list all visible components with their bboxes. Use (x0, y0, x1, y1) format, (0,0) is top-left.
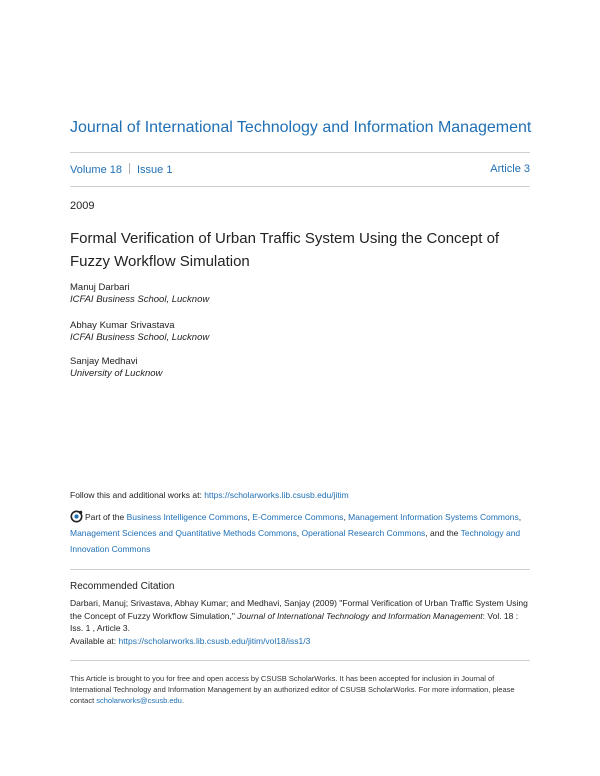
citation-volume: : Vol. 18 : Iss. 1 , Article 3. (70, 610, 519, 633)
author-affiliation: ICFAI Business School, Lucknow (70, 294, 210, 305)
commons-link-e-commerce[interactable]: E-Commerce Commons (252, 512, 344, 522)
divider-footer (70, 660, 530, 661)
part-of-commons (70, 509, 532, 557)
commons-link-mis[interactable]: Management Information Systems Commons (348, 512, 519, 522)
commons-link-operational-research[interactable]: Operational Research Commons (301, 528, 426, 538)
access-notice (70, 673, 532, 706)
author-name: Abhay Kumar Srivastava (70, 320, 175, 331)
issue-separator (129, 163, 130, 174)
author-name: Manuj Darbari (70, 282, 130, 293)
contact-email-link[interactable]: scholarworks@csusb.edu (96, 696, 182, 705)
commons-link-management-sciences[interactable]: Management Sciences and Quantitative Methods Commons (70, 528, 297, 538)
commons-separator: , (343, 512, 349, 522)
author-block (70, 356, 162, 380)
issue-link[interactable]: Issue 1 (136, 164, 173, 176)
author-block (70, 282, 209, 306)
author-name: Sanjay Medhavi (70, 356, 138, 367)
follow-line (70, 490, 349, 500)
author-affiliation: ICFAI Business School, Lucknow (70, 332, 210, 343)
commons-separator: , (518, 512, 522, 522)
recommended-citation-body (70, 597, 532, 647)
follow-prefix: Follow this and additional works at: (70, 490, 205, 500)
divider-issue (70, 186, 530, 187)
access-notice-end: . (181, 696, 184, 705)
citation-journal: Journal of International Technology and Information Management (237, 610, 483, 621)
author-block (70, 320, 209, 344)
author-affiliation: University of Lucknow (70, 368, 163, 379)
divider-citation (70, 569, 530, 570)
citation-text: Darbari, Manuj; Srivastava, Abhay Kumar; and Medhavi, Sanjay (2009) "Formal Verification of Urban Traffic System Using the Concept of Fuzzy Workflow Simulation," (70, 598, 528, 621)
commons-link-business-intelligence[interactable]: Business Intelligence Commons (126, 512, 248, 522)
commons-link-technology-innovation[interactable]: Technology and Innovation Commons (70, 528, 521, 554)
article-link[interactable]: Article 3 (490, 163, 530, 175)
publication-year: 2009 (70, 200, 95, 212)
available-prefix: Available at: (70, 635, 119, 646)
commons-network-icon (70, 510, 83, 523)
follow-url-link[interactable]: https://scholarworks.lib.csusb.edu/jitim (204, 490, 349, 500)
recommended-citation-heading: Recommended Citation (70, 581, 175, 592)
commons-and: , and the (425, 528, 461, 538)
access-notice-text: This Article is brought to you for free and open access by CSUSB ScholarWorks. It has been accepted for inclusion in Journal of International Technology and Information Management by an authorized editor of CSUSB ScholarWorks. For more information, please contact (70, 674, 515, 705)
commons-separator: , (296, 528, 302, 538)
journal-title-link[interactable]: Journal of International Technology and Information Management (70, 119, 532, 136)
volume-link[interactable]: Volume 18 (70, 164, 122, 176)
part-of-prefix: Part of the (85, 512, 127, 522)
available-url-link[interactable]: https://scholarworks.lib.csusb.edu/jitim/vol18/iss1/3 (118, 635, 311, 646)
article-title: Formal Verification of Urban Traffic System Using the Concept of Fuzzy Workflow Simulation (70, 230, 500, 270)
commons-separator: , (247, 512, 253, 522)
divider-top (70, 152, 530, 153)
